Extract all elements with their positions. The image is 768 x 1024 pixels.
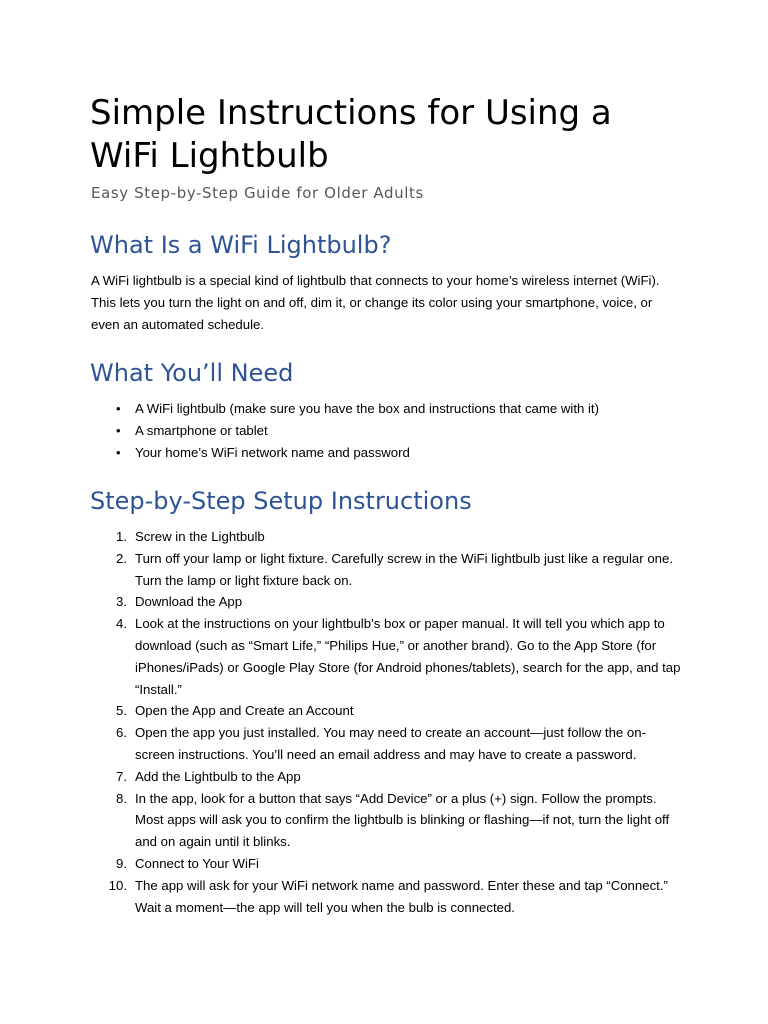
steps-list xyxy=(91,526,681,918)
step-text: Look at the instructions on your lightbulb’s box or paper manual. It will tell you which app to download (such as “Smart Life,” “Philips Hue,” or another brand). Go to the App Store (for iPhones/iPads) or Google Play Store (for Android phones/tablets), search for the app, and tap “Install.” xyxy=(135,616,681,697)
step-item xyxy=(91,613,681,700)
step-number: 5. xyxy=(116,703,127,719)
list-item xyxy=(91,442,681,464)
step-number: 1. xyxy=(116,529,127,544)
document-subtitle: Easy Step-by-Step Guide for Older Adults xyxy=(91,184,424,202)
step-text: Add the Lightbulb to the App xyxy=(135,768,301,784)
step-text: The app will ask for your WiFi network name and password. Enter these and tap “Connect.” Wait a moment—the app will tell you when the bulb is connected. xyxy=(135,877,668,915)
step-number: 8. xyxy=(116,790,127,806)
what-is-paragraph: A WiFi lightbulb is a special kind of lightbulb that connects to your home’s wireless internet (WiFi). This lets you turn the light on and off, dim it, or change its color using your smartphone, voice, or even an automated schedule. xyxy=(91,273,660,332)
step-text: Open the app you just installed. You may need to create an account—just follow the on-screen instructions. You’ll need an email address and may have to create a password. xyxy=(135,725,646,762)
section-heading-need: What You’ll Need xyxy=(90,359,294,387)
step-number: 2. xyxy=(116,550,127,566)
step-item xyxy=(91,875,681,919)
step-item xyxy=(91,766,681,788)
bullet-icon: • xyxy=(116,444,121,460)
step-text: Open the App and Create an Account xyxy=(135,703,354,719)
step-number: 10. xyxy=(108,877,127,893)
step-text: Download the App xyxy=(135,594,243,610)
list-item xyxy=(91,398,681,420)
list-item-text: Your home’s WiFi network name and password xyxy=(135,444,410,460)
step-item xyxy=(91,722,681,766)
step-item xyxy=(91,548,681,592)
section-heading-steps: Step-by-Step Setup Instructions xyxy=(90,487,472,515)
step-text: Connect to Your WiFi xyxy=(135,855,259,871)
bullet-icon: • xyxy=(116,422,121,438)
step-number: 4. xyxy=(116,616,127,632)
step-number: 9. xyxy=(116,855,127,871)
step-item xyxy=(91,788,681,853)
step-text: Screw in the Lightbulb xyxy=(135,529,265,544)
step-number: 3. xyxy=(116,594,127,610)
section-heading-what-is: What Is a WiFi Lightbulb? xyxy=(90,231,392,259)
step-item xyxy=(91,526,681,548)
step-item xyxy=(91,591,681,613)
step-text: Turn off your lamp or light fixture. Carefully screw in the WiFi lightbulb just like a regular one. Turn the lamp or light fixture back on. xyxy=(135,550,673,588)
step-item xyxy=(91,853,681,875)
bullet-icon: • xyxy=(116,401,121,416)
document-title: Simple Instructions for Using a WiFi Lightbulb xyxy=(90,93,612,176)
list-item-text: A WiFi lightbulb (make sure you have the box and instructions that came with it) xyxy=(135,401,599,416)
step-number: 6. xyxy=(116,725,127,741)
step-text: In the app, look for a button that says “Add Device” or a plus (+) sign. Follow the prompts. Most apps will ask you to confirm the lightbulb is blinking or flashing—if not, turn the light off and on again until it blinks. xyxy=(135,790,670,850)
list-item-text: A smartphone or tablet xyxy=(135,422,268,438)
step-item xyxy=(91,700,681,722)
step-number: 7. xyxy=(116,768,127,784)
needs-list xyxy=(91,398,681,463)
list-item xyxy=(91,420,681,442)
